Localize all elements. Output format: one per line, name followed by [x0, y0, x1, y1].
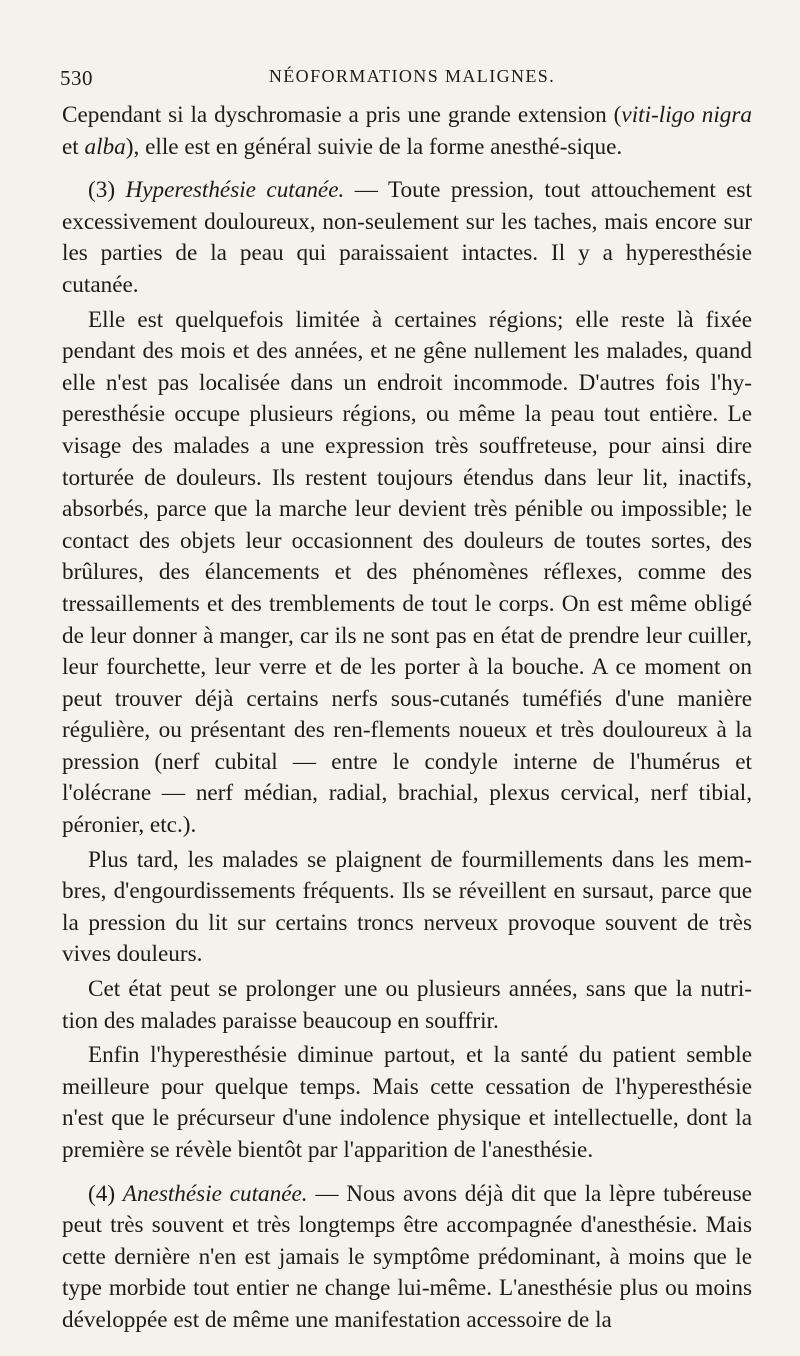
paragraph-dyschromasie — [62, 100, 752, 163]
body-text — [62, 100, 752, 1337]
paragraph-regions: Elle est quelquefois limitée à certaines régions; elle reste là fixée pendant des mois et des années, et ne gêne nullement les malades, quand elle n'est pas localisée dans un endroit incommode. D'autres fois l'hy-peresthésie occupe plusieurs régions, ou même la peau tout entière. Le visage des malades a une expression très souffreteuse, pour ainsi dire torturée de douleurs. Ils restent toujours étendus dans leur lit, inactifs, absorbés, parce que la marche leur devient très pénible ou impossible; le contact des objets leur occasionnent des douleurs de toutes sortes, des brûlures, des élancements et des phénomènes réflexes, comme des tressaillements et des tremblements de tout le corps. On est même obligé de leur donner à manger, car ils ne sont pas en état de prendre leur cuiller, leur fourchette, leur verre et de les porter à la bouche. A ce moment on peut trouver déjà certains nerfs sous-cutanés tuméfiés d'une manière régulière, ou présentant des ren-flements noueux et très douloureux à la pression (nerf cubital — entre le condyle interne de l'humérus et l'olécrane — nerf médian, radial, brachial, plexus cervical, nerf tibial, péronier, etc.). — [62, 306, 752, 839]
section-heading: Hyperesthésie cutanée. — [125, 177, 345, 204]
section-number: (3) — [88, 177, 126, 204]
paragraph-text: ), elle est en général suivie de la forme anesthé-sique. — [125, 133, 623, 160]
paragraph-text: et — [62, 133, 85, 160]
italic-term: alba — [84, 133, 126, 160]
paragraph-diminution: Enfin l'hyperesthésie diminue partout, et la santé du patient semble meilleure pour quelque temps. Mais cette cessation de l'hyperesthésie n'est que le précurseur d'une indolence physique et intellectuelle, dont la première se révèle bientôt par l'apparition de l'anesthésie. — [62, 1042, 752, 1163]
running-title: NÉOFORMATIONS MALIGNES. — [268, 66, 556, 86]
paragraph-prolongation: Cet état peut se prolonger une ou plusieurs années, sans que la nutri-tion des malades paraisse beaucoup en souffrir. — [62, 976, 752, 1034]
page-header — [60, 66, 752, 100]
italic-term: viti-ligo nigra — [621, 102, 752, 128]
paragraph-text: — Toute pression, tout attouchement est excessivement douloureux, non-seulement sur les taches, mais encore sur les parties de la peau qui paraissaient intactes. Il y a hyperesthésie cutanée. — [62, 177, 752, 298]
paragraph-text: Cependant si la dyschromasie a pris une grande extension ( — [62, 102, 622, 128]
paragraph-text: — Nous avons déjà dit que la lèpre tubéreuse peut très souvent et très longtemps être accompagnée d'anesthésie. Mais cette dernière n'en est jamais le symptôme prédominant, à moins que le type morbide tout entier ne change lui-même. L'anesthésie plus ou moins développée est de même une manifestation accessoire de la — [62, 1180, 752, 1333]
section-heading: Anesthésie cutanée. — [122, 1180, 308, 1207]
section-number: (4) — [88, 1180, 123, 1207]
section-anesthesie — [62, 1179, 752, 1337]
page-number: 530 — [60, 66, 93, 90]
section-hyperesthesie — [62, 175, 752, 301]
paragraph-fourmillements: Plus tard, les malades se plaignent de fourmillements dans les mem-bres, d'engourdissements fréquents. Ils se réveillent en sursaut, parce que la pression du lit sur certains troncs nerveux provoque souvent de très vives douleurs. — [62, 846, 752, 968]
